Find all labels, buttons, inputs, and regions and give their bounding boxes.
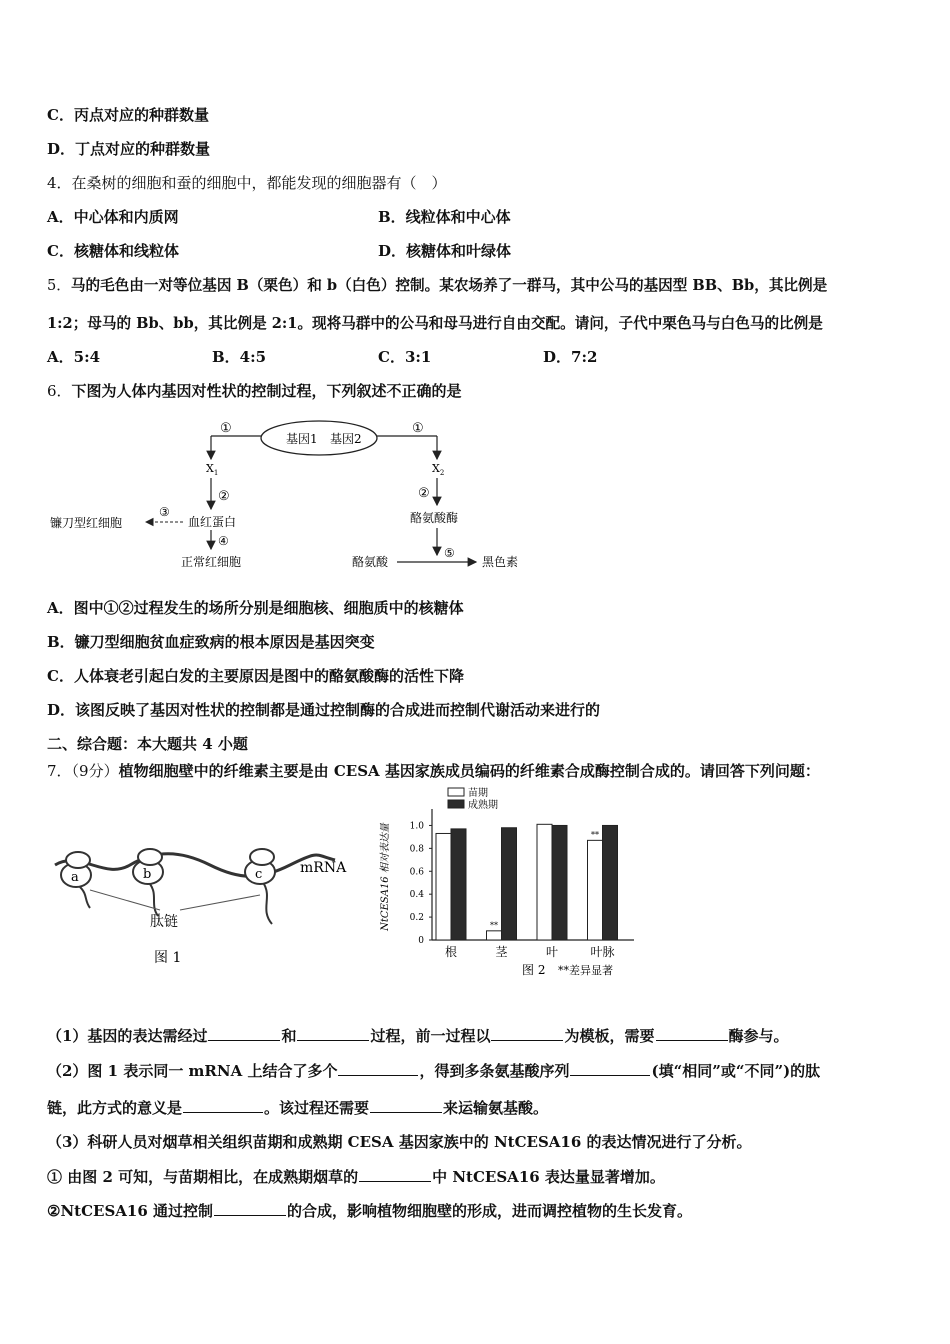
figure2-caption: 图 2 xyxy=(522,963,546,977)
q5-option-b: B．4:5 xyxy=(212,348,267,366)
q7-p2-b: ，得到多条氨基酸序列 xyxy=(419,1062,570,1080)
q7-p3-1-b: 中 NtCESA16 表达量显著增加。 xyxy=(432,1168,665,1186)
q6-option-d: D．该图反映了基因对性状的控制都是通过控制酶的合成进而控制代谢活动来进行的 xyxy=(47,701,601,719)
q5-number: 5． xyxy=(47,277,71,294)
y-axis-label: NtCESA16 相对表达量 xyxy=(380,823,391,931)
peptide-pointer-right xyxy=(180,895,260,910)
step5-label: ⑤ xyxy=(444,546,455,560)
ribosome-c-top xyxy=(250,849,274,865)
bar-成熟期-根 xyxy=(451,829,466,940)
x2-label xyxy=(432,462,444,477)
bar-成熟期-茎 xyxy=(502,828,517,940)
step2-left-label: ② xyxy=(218,489,230,504)
q5-stem-line2: 1:2；母马的 Bb、bb，其比例是 2:1。现将马群中的公马和母马进行自由交配。请问，子代中栗色马与白色马的比例是 xyxy=(47,315,823,332)
y-tick-label: 1.0 xyxy=(409,821,424,832)
x-category-label: 茎 xyxy=(495,945,508,959)
step1-right-label: ① xyxy=(412,421,424,436)
legend-label-成熟期: 成熟期 xyxy=(468,800,498,811)
blank-9[interactable] xyxy=(359,1167,431,1182)
section2-heading: 二、综合题：本大题共 4 小题 xyxy=(47,735,248,753)
q4-number: 4． xyxy=(47,174,72,192)
bar-成熟期-叶脉 xyxy=(603,825,618,940)
q7-p3-2-a: ②NtCESA16 通过控制 xyxy=(47,1202,214,1220)
ribosome-b-label: b xyxy=(143,867,152,882)
legend-swatch-苗期 xyxy=(448,788,464,796)
x-category-label: 叶 xyxy=(545,945,559,959)
q7-p1-b: 和 xyxy=(281,1027,297,1045)
ribosome-a-top xyxy=(66,852,90,868)
y-tick-label: 0.8 xyxy=(409,844,424,855)
x2-subscript: 2 xyxy=(439,469,445,477)
q5-stem-line1 xyxy=(47,274,827,295)
ribosome-b-top xyxy=(138,849,162,865)
q7-part3-1 xyxy=(47,1166,665,1187)
sickle-cell-label: 镰刀型红细胞 xyxy=(50,516,123,530)
blank-7[interactable] xyxy=(183,1098,263,1113)
legend-label-苗期: 苗期 xyxy=(468,788,488,799)
gene2-label: 基因2 xyxy=(330,432,362,446)
q7-p1-a: （1）基因的表达需经过 xyxy=(47,1027,208,1045)
x1-label xyxy=(206,462,218,477)
melanin-label: 黑色素 xyxy=(482,555,519,569)
bar-苗期-根 xyxy=(436,833,451,940)
blank-5[interactable] xyxy=(338,1061,418,1076)
q3-option-c: C．丙点对应的种群数量 xyxy=(47,106,209,124)
expression-bar-chart xyxy=(372,784,652,982)
q4-option-c: C．核糖体和线粒体 xyxy=(47,242,179,260)
q5-option-c: C．3:1 xyxy=(378,348,432,366)
q7-p2-a: （2）图 1 表示同一 mRNA 上结合了多个 xyxy=(47,1062,338,1080)
q7-part3-2 xyxy=(47,1200,692,1221)
q7-number: 7． xyxy=(47,762,72,780)
q7-p1-c: 过程，前一过程以 xyxy=(370,1027,491,1045)
ribosome-a-label: a xyxy=(71,870,79,885)
bar-苗期-茎 xyxy=(487,931,502,940)
y-tick-label: 0 xyxy=(418,936,424,946)
q7-p2-line2-c: 来运输氨基酸。 xyxy=(443,1099,549,1117)
bar-成熟期-叶 xyxy=(552,825,567,940)
step1-left-label: ① xyxy=(220,421,232,436)
q6-option-b: B．镰刀型细胞贫血症致病的根本原因是基因突变 xyxy=(47,633,375,651)
x-category-label: 叶脉 xyxy=(590,945,615,959)
q6-stem xyxy=(47,380,462,401)
x-category-label: 根 xyxy=(444,945,458,959)
q5-stem-text-1: 马的毛色由一对等位基因 B（栗色）和 b（白色）控制。某农场养了一群马，其中公马的基因型 BB、Bb，其比例是 xyxy=(70,277,828,294)
significance-note: **差异显著 xyxy=(558,964,613,977)
q7-part3: （3）科研人员对烟草相关组织苗期和成熟期 CESA 基因家族中的 NtCESA16 的表达情况进行了分析。 xyxy=(47,1133,752,1151)
q7-score: （9分） xyxy=(71,762,119,780)
q7-p2-c: (填“相同”或“不同”)的肽 xyxy=(651,1062,821,1080)
blank-6[interactable] xyxy=(570,1061,650,1076)
q7-stem-text: 植物细胞壁中的纤维素主要是由 CESA 基因家族成员编码的纤维素合成酶控制合成的。请回答下列问题： xyxy=(118,762,820,780)
tyrosine-label: 酪氨酸 xyxy=(352,555,389,569)
blank-1[interactable] xyxy=(208,1026,280,1041)
blank-10[interactable] xyxy=(214,1201,286,1216)
y-tick-label: 0.6 xyxy=(409,867,424,878)
peptide-pointer-left xyxy=(90,890,160,910)
blank-4[interactable] xyxy=(656,1026,728,1041)
q7-p2-line2-b: 。该过程还需要 xyxy=(264,1099,370,1117)
step2-right-label: ② xyxy=(418,486,430,501)
mrna-label: mRNA xyxy=(300,860,347,876)
step3-label: ③ xyxy=(159,505,170,519)
bar-苗期-叶 xyxy=(537,824,552,940)
blank-2[interactable] xyxy=(297,1026,369,1041)
significance-marker: ** xyxy=(591,830,599,840)
q4-stem-text: 在桑树的细胞和蚕的细胞中，都能发现的细胞器有（ ） xyxy=(71,174,447,192)
peptide-chain-b xyxy=(150,884,158,916)
tyrosinase-label: 酪氨酸酶 xyxy=(410,511,459,525)
blank-3[interactable] xyxy=(491,1026,563,1041)
mrna-strand xyxy=(55,854,335,877)
gene1-label: 基因1 xyxy=(286,432,318,446)
q7-p3-1-a: ① 由图 2 可知，与苗期相比，在成熟期烟草的 xyxy=(47,1168,359,1186)
q4-option-a: A．中心体和内质网 xyxy=(47,208,179,226)
q6-number: 6． xyxy=(47,382,72,400)
step4-label: ④ xyxy=(218,534,229,548)
q4-option-d: D．核糖体和叶绿体 xyxy=(378,242,512,260)
q5-option-d: D．7:2 xyxy=(543,348,598,366)
bar-苗期-叶脉 xyxy=(588,840,603,940)
peptide-chain-a xyxy=(80,887,90,908)
q7-part2-line2 xyxy=(47,1097,548,1118)
peptide-label: 肽链 xyxy=(150,914,178,930)
q7-p3-2-b: 的合成，影响植物细胞壁的形成，进而调控植物的生长发育。 xyxy=(287,1202,693,1220)
q7-p2-line2-a: 链，此方式的意义是 xyxy=(47,1099,183,1117)
q6-option-c: C．人体衰老引起白发的主要原因是图中的酪氨酸酶的活性下降 xyxy=(47,667,464,685)
gene-control-diagram xyxy=(40,412,540,582)
blank-8[interactable] xyxy=(370,1098,442,1113)
y-tick-label: 0.4 xyxy=(409,890,424,901)
q3-option-d: D．丁点对应的种群数量 xyxy=(47,140,211,158)
q7-p1-e: 酶参与。 xyxy=(728,1027,789,1045)
q7-part1 xyxy=(47,1025,789,1046)
q6-stem-text: 下图为人体内基因对性状的控制过程，下列叙述不正确的是 xyxy=(71,382,462,400)
q4-option-b: B．线粒体和中心体 xyxy=(378,208,511,226)
ribosome-c-label: c xyxy=(255,867,263,882)
x1-letter: X xyxy=(206,462,214,475)
polysome-figure xyxy=(50,820,360,970)
peptide-chain-c xyxy=(264,884,272,924)
normal-rbc-label: 正常红细胞 xyxy=(181,555,242,569)
x2-letter: X xyxy=(432,462,440,475)
q4-stem xyxy=(47,172,447,193)
figure1-caption: 图 1 xyxy=(154,950,182,966)
q7-part2-line1 xyxy=(47,1060,820,1081)
q6-option-a: A．图中①②过程发生的场所分别是细胞核、细胞质中的核糖体 xyxy=(47,599,464,617)
hemoglobin-label: 血红蛋白 xyxy=(188,515,237,529)
x1-subscript: 1 xyxy=(213,469,219,477)
q7-p1-d: 为模板，需要 xyxy=(564,1027,655,1045)
q5-option-a: A．5:4 xyxy=(47,348,101,366)
legend-swatch-成熟期 xyxy=(448,800,464,808)
significance-marker: ** xyxy=(490,920,498,930)
q7-stem xyxy=(47,760,820,781)
y-tick-label: 0.2 xyxy=(409,913,424,924)
